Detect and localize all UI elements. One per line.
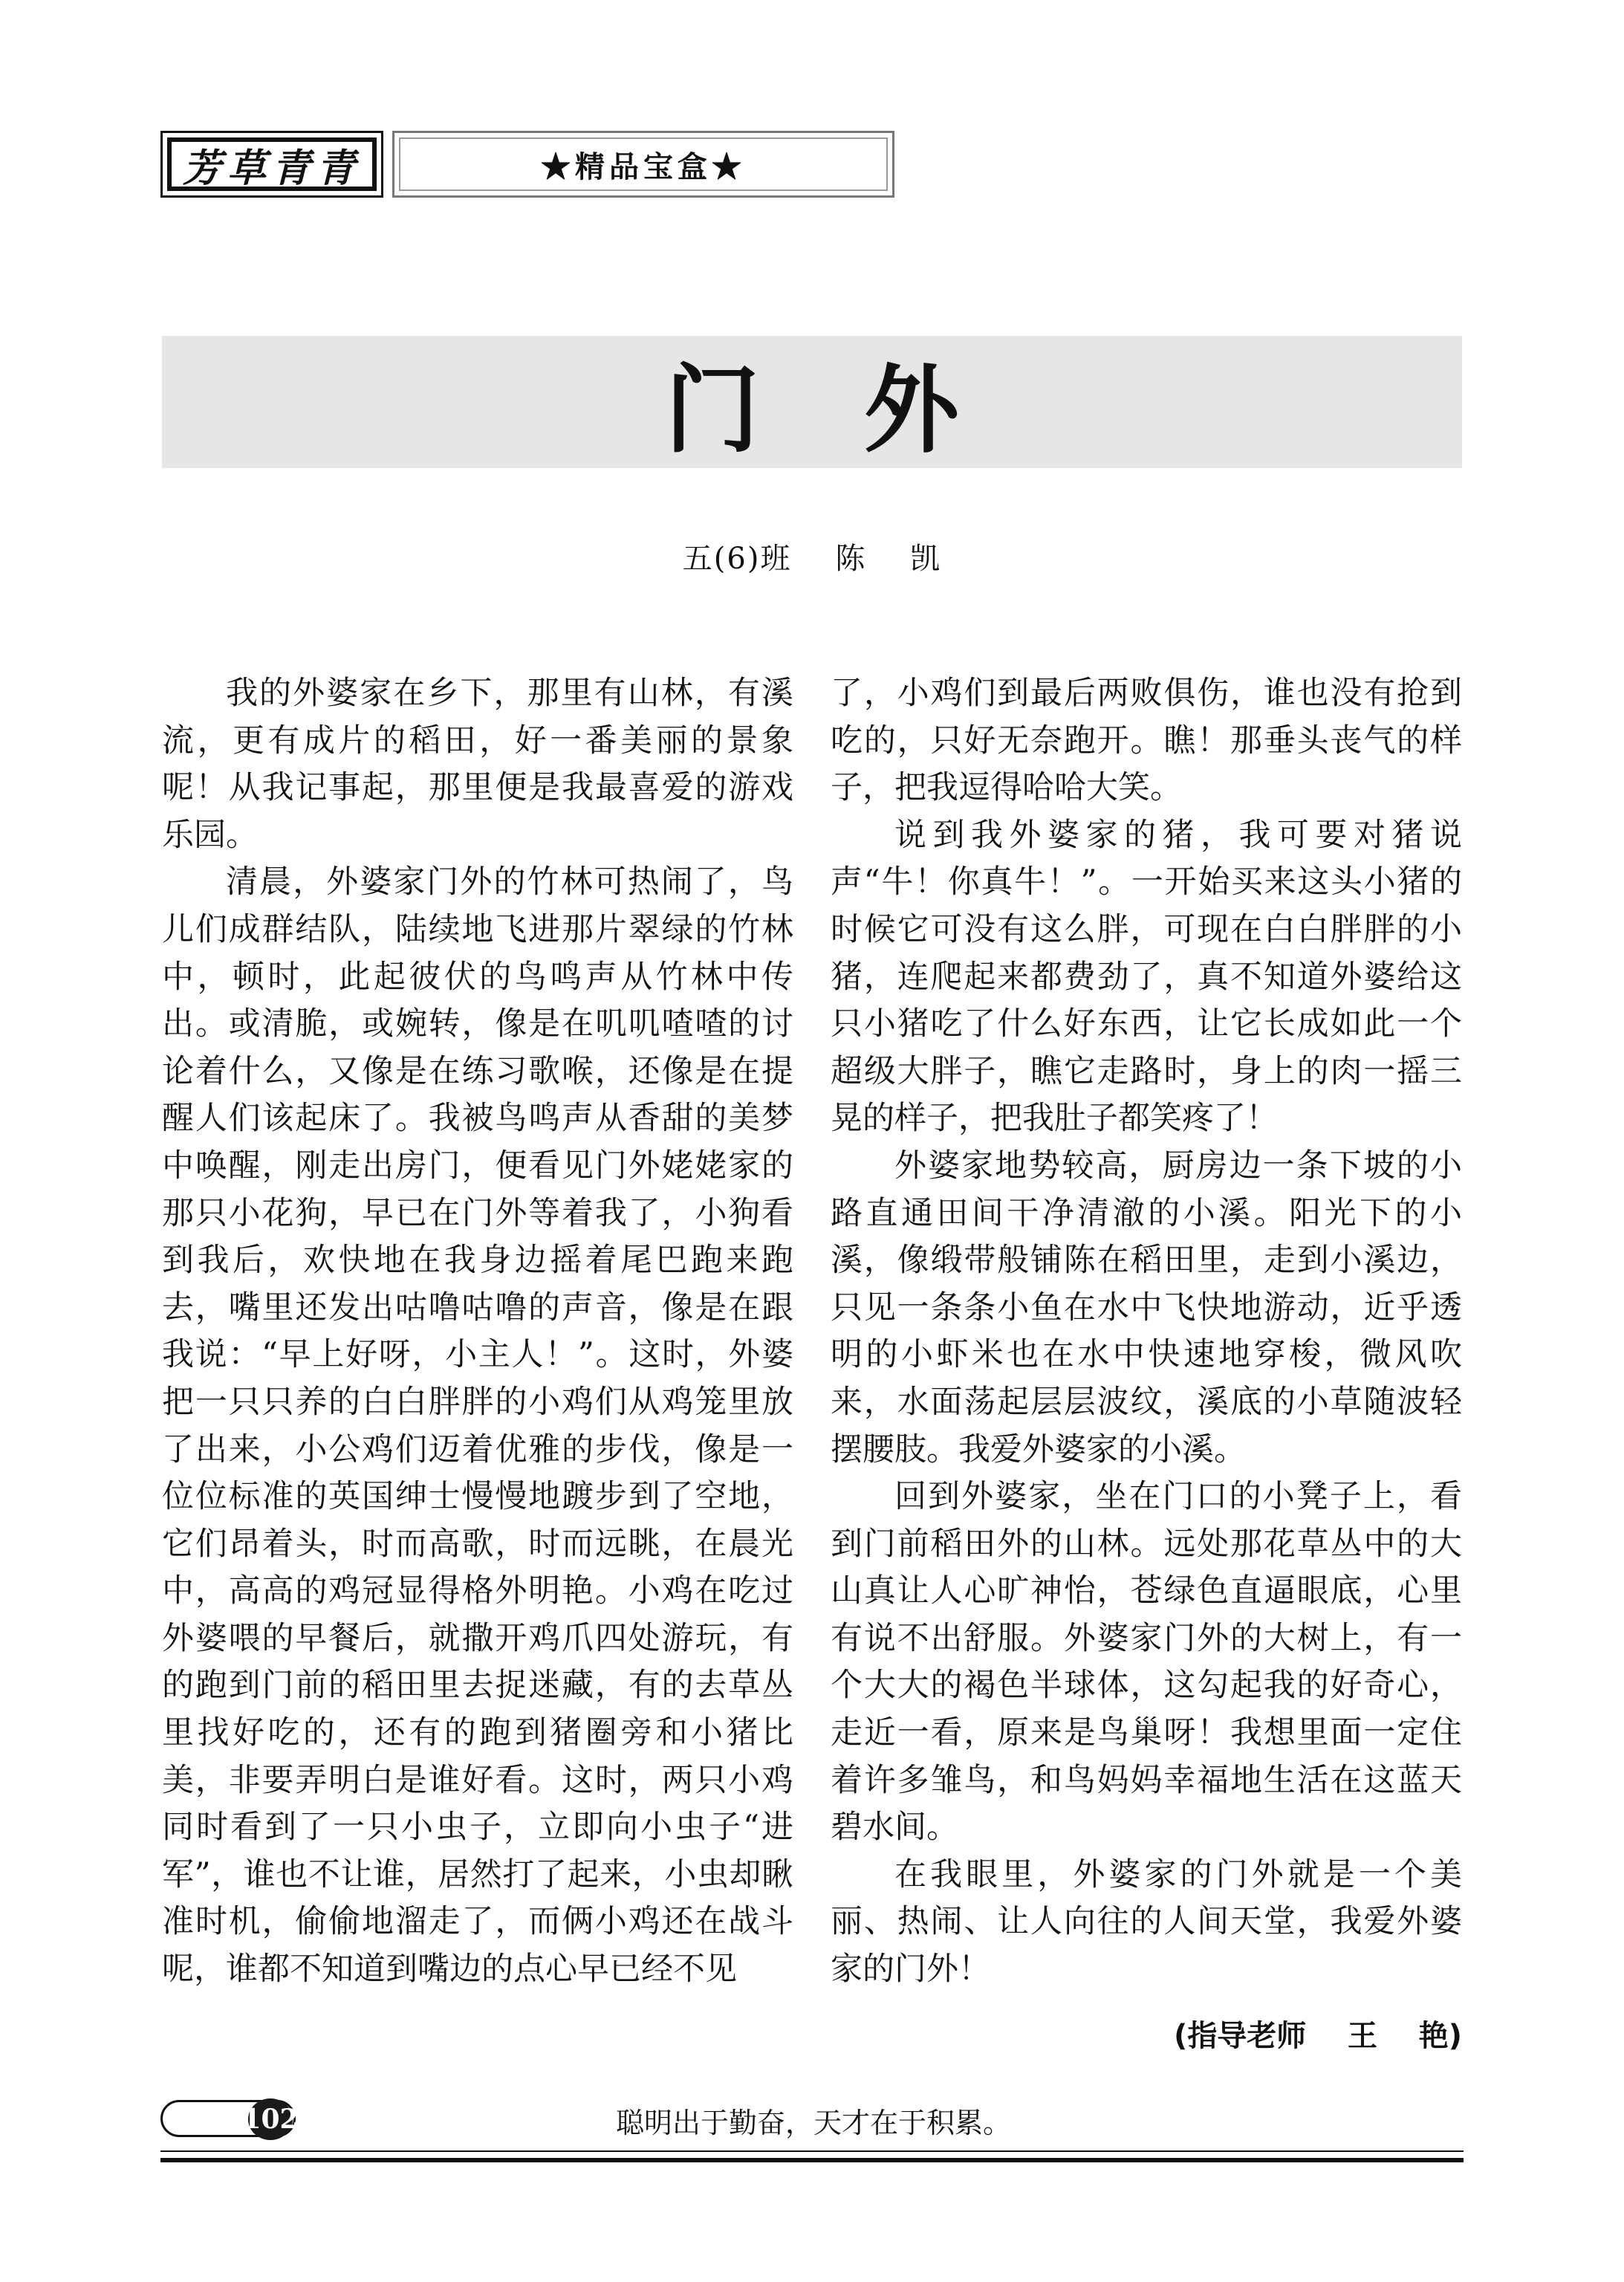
- left-column: [162, 670, 793, 1994]
- paragraph: 回到外婆家，坐在门口的小凳子上，看到门前稻田外的山林。远处那花草丛中的大山真让人心旷神怡，苍绿色直逼眼底，心里有说不出舒服。外婆家门外的大树上，有一个大大的褐色半球体，这勾起我的好奇心，走近一看，原来是鸟巢呀！我想里面一定住着许多雏鸟，和鸟妈妈幸福地生活在这蓝天碧水间。: [831, 1478, 1462, 1847]
- column-name: 芳草青青: [167, 137, 377, 191]
- footer-motto: 聪明出于勤奋，天才在于积累。: [615, 2107, 1011, 2139]
- paragraph: 外婆家地势较高，厨房边一条下坡的小路直通田间干净清澈的小溪。阳光下的小溪，像缎带般铺陈在稻田里，走到小溪边，只见一条条小鱼在水中飞快地游动，近乎透明的小虾米也在水中快速地穿梭，微风吹来，水面荡起层层波纹，溪底的小草随波轻摆腰肢。我爱外婆家的小溪。: [831, 1147, 1462, 1468]
- paragraph: 说到我外婆家的猪，我可要对猪说声“牛！你真牛！”。一开始买来这头小猪的时候它可没有这么胖，可现在白白胖胖的小猪，连爬起来都费劲了，真不知道外婆给这只小猪吃了什么好东西，让它长成如此一个超级大胖子，瞧它走路时，身上的肉一摇三晃的样子，把我肚子都笑疼了！: [831, 816, 1462, 1138]
- title-band: [162, 336, 1462, 468]
- byline: 五(6)班 陈 凯: [682, 542, 942, 576]
- paragraph-continuation: 了，小鸡们到最后两败俱伤，谁也没有抢到吃的，只好无奈跑开。瞧！那垂头丧气的样子，把我逗得哈哈大笑。: [831, 675, 1462, 807]
- column-name-box: [160, 131, 383, 198]
- paragraph: 在我眼里，外婆家的门外就是一个美丽、热闹、让人向往的人间天堂，我爱外婆家的门外！: [831, 1855, 1462, 1988]
- footer-rule-thick: [160, 2158, 1464, 2162]
- paragraph: 清晨，外婆家门外的竹林可热闹了，鸟儿们成群结队，陆续地飞进那片翠绿的竹林中，顿时，此起彼伏的鸟鸣声从竹林中传出。或清脆，或婉转，像是在叽叽喳喳的讨论着什么，又像是在练习歌喉，还像是在提醒人们该起床了。我被鸟鸣声从香甜的美梦中唤醒，刚走出房门，便看见门外姥姥家的那只小花狗，早已在门外等着我了，小狗看到我后，欢快地在我身边摇着尾巴跑来跑去，嘴里还发出咕噜咕噜的声音，像是在跟我说：“早上好呀，小主人！”。这时，外婆把一只只养的白白胖胖的小鸡们从鸡笼里放了出来，小公鸡们迈着优雅的步伐，像是一位位标准的英国绅士慢慢地踱步到了空地，它们昂着头，时而高歌，时而远眺，在晨光中，高高的鸡冠显得格外明艳。小鸡在吃过外婆喂的早餐后，就撒开鸡爪四处游玩，有的跑到门前的稻田里去捉迷藏，有的去草丛里找好吃的，还有的跑到猪圈旁和小猪比美，非要弄明白是谁好看。这时，两只小鸡同时看到了一只小虫子，立即向小虫子“进军”，谁也不让谁，居然打了起来，小虫却瞅准时机，偷偷地溜走了，而俩小鸡还在战斗呢，谁都不知道到嘴边的点心早已经不见: [162, 863, 793, 1988]
- teacher-credit: (指导老师 王 艳): [1174, 2019, 1462, 2053]
- footer-rule-thin: [160, 2150, 1464, 2152]
- page-number: 102: [248, 2098, 293, 2140]
- right-column: [831, 670, 1462, 1994]
- section-label: ★精品宝盒★: [399, 137, 888, 191]
- article-title: 门外: [665, 354, 1063, 466]
- paragraph: 我的外婆家在乡下，那里有山林，有溪流，更有成片的稻田，好一番美丽的景象呢！从我记事起，那里便是我最喜爱的游戏乐园。: [162, 675, 793, 854]
- section-label-box: [392, 131, 894, 198]
